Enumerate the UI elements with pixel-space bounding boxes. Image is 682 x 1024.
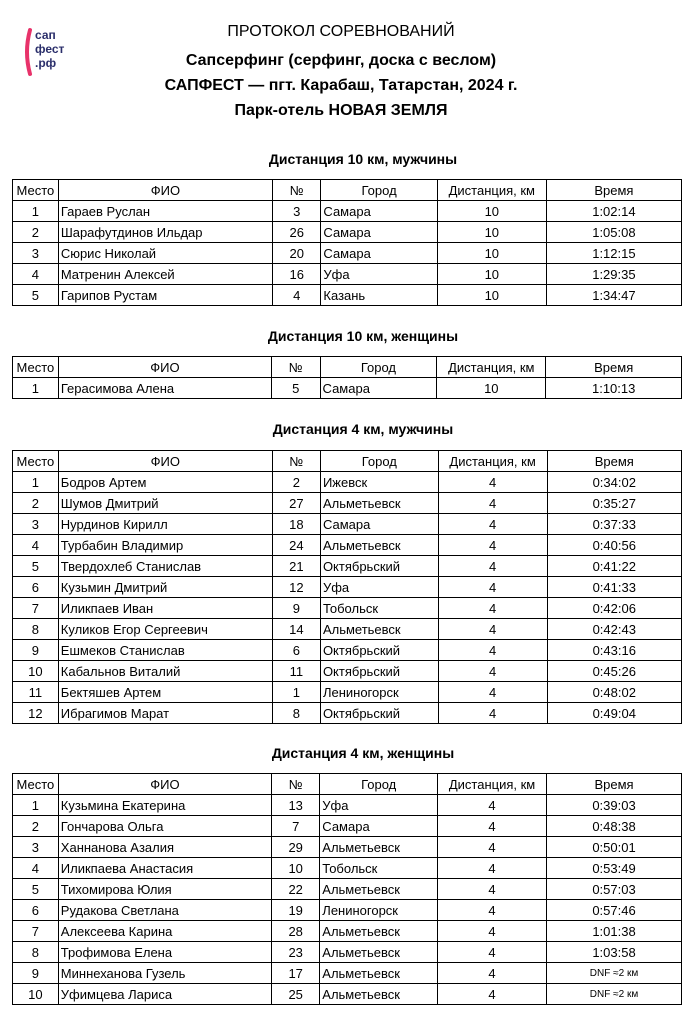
name-cell: Гараев Руслан <box>58 201 272 222</box>
place-cell: 4 <box>13 264 59 285</box>
city-cell: Самара <box>321 243 437 264</box>
city-cell: Уфа <box>320 795 438 816</box>
city-cell: Октябрьский <box>320 640 438 661</box>
name-cell: Миннеханова Гузель <box>58 963 271 984</box>
name-cell: Кабальнов Виталий <box>58 661 272 682</box>
time-cell: 0:40:56 <box>547 535 681 556</box>
name-cell: Герасимова Алена <box>58 378 271 399</box>
time-cell: 1:12:15 <box>546 243 681 264</box>
city-cell: Альметьевск <box>320 921 438 942</box>
place-cell: 7 <box>13 921 59 942</box>
distance-cell: 4 <box>438 598 547 619</box>
city-cell: Альметьевск <box>320 984 438 1005</box>
name-cell: Ибрагимов Марат <box>58 703 272 724</box>
name-cell: Бодров Артем <box>58 472 272 493</box>
name-cell: Ханнанова Азалия <box>58 837 271 858</box>
distance-cell: 4 <box>438 858 547 879</box>
bib-cell: 12 <box>272 577 320 598</box>
bib-cell: 4 <box>273 285 321 306</box>
time-cell: 0:35:27 <box>547 493 681 514</box>
distance-cell: 10 <box>437 378 546 399</box>
place-cell: 5 <box>13 285 59 306</box>
column-header: Место <box>13 774 59 795</box>
bib-cell: 16 <box>273 264 321 285</box>
table-row <box>13 682 682 703</box>
place-cell: 1 <box>13 472 59 493</box>
bib-cell: 24 <box>272 535 320 556</box>
bib-cell: 14 <box>272 619 320 640</box>
column-header: Дистанция, км <box>437 180 546 201</box>
table-row <box>13 285 682 306</box>
time-cell: 0:41:33 <box>547 577 681 598</box>
place-cell: 3 <box>13 514 59 535</box>
column-header: Дистанция, км <box>438 451 547 472</box>
time-cell: 0:57:03 <box>547 879 682 900</box>
table-row <box>13 535 682 556</box>
bib-cell: 5 <box>272 378 321 399</box>
results-table <box>12 356 682 399</box>
table-row <box>13 816 682 837</box>
table-row <box>13 984 682 1005</box>
place-cell: 12 <box>13 703 59 724</box>
city-cell: Альметьевск <box>320 879 438 900</box>
distance-cell: 4 <box>438 640 547 661</box>
name-cell: Иликпаев Иван <box>58 598 272 619</box>
bib-cell: 8 <box>272 703 320 724</box>
city-cell: Альметьевск <box>320 942 438 963</box>
time-cell: 0:42:43 <box>547 619 681 640</box>
table-row <box>13 921 682 942</box>
time-cell: 1:01:38 <box>547 921 682 942</box>
place-cell: 4 <box>13 858 59 879</box>
time-cell: 0:41:22 <box>547 556 681 577</box>
table-row <box>13 556 682 577</box>
city-cell: Самара <box>320 378 437 399</box>
distance-cell: 4 <box>438 556 547 577</box>
time-cell: 0:53:49 <box>547 858 682 879</box>
table-row <box>13 472 682 493</box>
table-row <box>13 222 682 243</box>
column-header: Время <box>547 774 682 795</box>
table-row <box>13 201 682 222</box>
place-cell: 3 <box>13 243 59 264</box>
name-cell: Тихомирова Юлия <box>58 879 271 900</box>
time-cell: 1:34:47 <box>546 285 681 306</box>
name-cell: Нурдинов Кирилл <box>58 514 272 535</box>
bib-cell: 3 <box>273 201 321 222</box>
bib-cell: 19 <box>272 900 320 921</box>
city-cell: Уфа <box>320 577 438 598</box>
table-row <box>13 514 682 535</box>
table-row <box>13 837 682 858</box>
name-cell: Иликпаева Анастасия <box>58 858 271 879</box>
place-cell: 2 <box>13 493 59 514</box>
bib-cell: 29 <box>272 837 320 858</box>
name-cell: Шарафутдинов Ильдар <box>58 222 272 243</box>
column-header: ФИО <box>58 180 272 201</box>
city-cell: Казань <box>321 285 437 306</box>
column-header: № <box>272 774 320 795</box>
column-header: Город <box>320 451 438 472</box>
section-title: Дистанция 4 км, женщины <box>271 745 455 761</box>
time-cell: 0:50:01 <box>547 837 682 858</box>
distance-cell: 4 <box>438 921 547 942</box>
bib-cell: 10 <box>272 858 320 879</box>
table-header-row <box>13 451 682 472</box>
bib-cell: 6 <box>272 640 320 661</box>
name-cell: Турбабин Владимир <box>58 535 272 556</box>
column-header: Город <box>320 774 438 795</box>
distance-cell: 4 <box>438 577 547 598</box>
distance-cell: 4 <box>438 816 547 837</box>
place-cell: 7 <box>13 598 59 619</box>
place-cell: 2 <box>13 816 59 837</box>
name-cell: Алексеева Карина <box>58 921 271 942</box>
city-cell: Альметьевск <box>320 963 438 984</box>
table-header-row <box>13 180 682 201</box>
name-cell: Кузьмин Дмитрий <box>58 577 272 598</box>
table-header-row <box>13 774 682 795</box>
place-cell: 10 <box>13 661 59 682</box>
place-cell: 2 <box>13 222 59 243</box>
column-header: Время <box>546 180 681 201</box>
protocol-title: ПРОТОКОЛ СОРЕВНОВАНИЙ <box>227 23 455 40</box>
distance-cell: 10 <box>437 264 546 285</box>
bib-cell: 1 <box>272 682 320 703</box>
time-cell: 0:42:06 <box>547 598 681 619</box>
section-title: Дистанция 4 км, мужчины <box>272 421 454 437</box>
bib-cell: 21 <box>272 556 320 577</box>
city-cell: Лениногорск <box>320 682 438 703</box>
results-table <box>12 450 682 724</box>
table-row <box>13 879 682 900</box>
distance-cell: 4 <box>438 837 547 858</box>
city-cell: Самара <box>321 222 437 243</box>
name-cell: Рудакова Светлана <box>58 900 271 921</box>
place-cell: 5 <box>13 879 59 900</box>
distance-cell: 4 <box>438 703 547 724</box>
distance-cell: 10 <box>437 201 546 222</box>
city-cell: Самара <box>321 201 437 222</box>
distance-cell: 4 <box>438 795 547 816</box>
distance-cell: 4 <box>438 984 547 1005</box>
column-header: Город <box>321 180 437 201</box>
time-cell: 0:48:02 <box>547 682 681 703</box>
results-table <box>12 773 682 1005</box>
distance-cell: 4 <box>438 682 547 703</box>
time-cell: 0:48:38 <box>547 816 682 837</box>
bib-cell: 17 <box>272 963 320 984</box>
table-row <box>13 963 682 984</box>
name-cell: Сюрис Николай <box>58 243 272 264</box>
time-cell: 1:29:35 <box>546 264 681 285</box>
place-cell: 11 <box>13 682 59 703</box>
city-cell: Уфа <box>321 264 437 285</box>
time-cell: DNF ≈2 км <box>547 984 682 1005</box>
svg-text:сап: сап <box>35 28 56 42</box>
time-cell: 0:39:03 <box>547 795 682 816</box>
table-row <box>13 858 682 879</box>
column-header: Место <box>13 180 59 201</box>
column-header: Дистанция, км <box>437 357 546 378</box>
table-row <box>13 619 682 640</box>
bib-cell: 2 <box>272 472 320 493</box>
table-row <box>13 243 682 264</box>
bib-cell: 9 <box>272 598 320 619</box>
name-cell: Матренин Алексей <box>58 264 272 285</box>
distance-cell: 4 <box>438 963 547 984</box>
city-cell: Октябрьский <box>320 703 438 724</box>
place-cell: 1 <box>13 378 59 399</box>
city-cell: Альметьевск <box>320 535 438 556</box>
place-cell: 9 <box>13 963 59 984</box>
table-row <box>13 264 682 285</box>
city-cell: Октябрьский <box>320 661 438 682</box>
time-cell: 0:49:04 <box>547 703 681 724</box>
time-cell: 0:45:26 <box>547 661 681 682</box>
column-header: № <box>272 451 320 472</box>
column-header: Город <box>320 357 437 378</box>
distance-cell: 4 <box>438 535 547 556</box>
city-cell: Самара <box>320 514 438 535</box>
section-title: Дистанция 10 км, мужчины <box>268 151 458 167</box>
table-row <box>13 661 682 682</box>
name-cell: Бектяшев Артем <box>58 682 272 703</box>
name-cell: Кузьмина Екатерина <box>58 795 271 816</box>
distance-cell: 4 <box>438 472 547 493</box>
distance-cell: 10 <box>437 243 546 264</box>
column-header: Дистанция, км <box>438 774 547 795</box>
time-cell: 0:43:16 <box>547 640 681 661</box>
place-cell: 5 <box>13 556 59 577</box>
place-cell: 3 <box>13 837 59 858</box>
name-cell: Куликов Егор Сергеевич <box>58 619 272 640</box>
event-title: САПФЕСТ — пгт. Карабаш, Татарстан, 2024 г. <box>164 77 518 94</box>
city-cell: Самара <box>320 816 438 837</box>
section-title: Дистанция 10 км, женщины <box>267 328 459 344</box>
column-header: Место <box>13 451 59 472</box>
place-cell: 8 <box>13 619 59 640</box>
time-cell: 1:05:08 <box>546 222 681 243</box>
bib-cell: 27 <box>272 493 320 514</box>
distance-cell: 4 <box>438 942 547 963</box>
city-cell: Тобольск <box>320 858 438 879</box>
city-cell: Лениногорск <box>320 900 438 921</box>
table-row <box>13 942 682 963</box>
column-header: ФИО <box>58 774 271 795</box>
table-row <box>13 703 682 724</box>
city-cell: Альметьевск <box>320 837 438 858</box>
table-row <box>13 378 682 399</box>
time-cell: 0:57:46 <box>547 900 682 921</box>
table-header-row <box>13 357 682 378</box>
column-header: ФИО <box>58 357 271 378</box>
discipline-title: Сапсерфинг (серфинг, доска с веслом) <box>185 52 497 69</box>
place-cell: 6 <box>13 577 59 598</box>
bib-cell: 7 <box>272 816 320 837</box>
name-cell: Твердохлеб Станислав <box>58 556 272 577</box>
column-header: № <box>273 180 321 201</box>
city-cell: Октябрьский <box>320 556 438 577</box>
time-cell: 1:02:14 <box>546 201 681 222</box>
column-header: ФИО <box>58 451 272 472</box>
name-cell: Ешмеков Станислав <box>58 640 272 661</box>
city-cell: Ижевск <box>320 472 438 493</box>
time-cell: DNF ≈2 км <box>547 963 682 984</box>
column-header: Время <box>547 451 681 472</box>
column-header: Место <box>13 357 59 378</box>
city-cell: Тобольск <box>320 598 438 619</box>
column-header: № <box>272 357 321 378</box>
column-header: Время <box>546 357 682 378</box>
bib-cell: 13 <box>272 795 320 816</box>
bib-cell: 22 <box>272 879 320 900</box>
bib-cell: 28 <box>272 921 320 942</box>
bib-cell: 20 <box>273 243 321 264</box>
table-row <box>13 900 682 921</box>
table-row <box>13 493 682 514</box>
distance-cell: 10 <box>437 222 546 243</box>
place-cell: 1 <box>13 795 59 816</box>
name-cell: Гарипов Рустам <box>58 285 272 306</box>
distance-cell: 4 <box>438 619 547 640</box>
place-cell: 4 <box>13 535 59 556</box>
place-cell: 8 <box>13 942 59 963</box>
name-cell: Уфимцева Лариса <box>58 984 271 1005</box>
distance-cell: 4 <box>438 900 547 921</box>
place-cell: 9 <box>13 640 59 661</box>
venue-title: Парк-отель НОВАЯ ЗЕМЛЯ <box>234 102 448 119</box>
distance-cell: 4 <box>438 661 547 682</box>
city-cell: Альметьевск <box>320 619 438 640</box>
time-cell: 1:03:58 <box>547 942 682 963</box>
table-row <box>13 598 682 619</box>
distance-cell: 4 <box>438 514 547 535</box>
bib-cell: 11 <box>272 661 320 682</box>
bib-cell: 26 <box>273 222 321 243</box>
svg-text:.рф: .рф <box>35 56 57 70</box>
table-row <box>13 577 682 598</box>
name-cell: Шумов Дмитрий <box>58 493 272 514</box>
distance-cell: 4 <box>438 879 547 900</box>
distance-cell: 10 <box>437 285 546 306</box>
table-row <box>13 795 682 816</box>
name-cell: Гончарова Ольга <box>58 816 271 837</box>
svg-text:фест: фест <box>35 42 65 56</box>
bib-cell: 18 <box>272 514 320 535</box>
distance-cell: 4 <box>438 493 547 514</box>
time-cell: 0:34:02 <box>547 472 681 493</box>
city-cell: Альметьевск <box>320 493 438 514</box>
place-cell: 1 <box>13 201 59 222</box>
place-cell: 6 <box>13 900 59 921</box>
name-cell: Трофимова Елена <box>58 942 271 963</box>
results-table <box>12 179 682 306</box>
table-row <box>13 640 682 661</box>
time-cell: 0:37:33 <box>547 514 681 535</box>
time-cell: 1:10:13 <box>546 378 682 399</box>
bib-cell: 23 <box>272 942 320 963</box>
bib-cell: 25 <box>272 984 320 1005</box>
place-cell: 10 <box>13 984 59 1005</box>
